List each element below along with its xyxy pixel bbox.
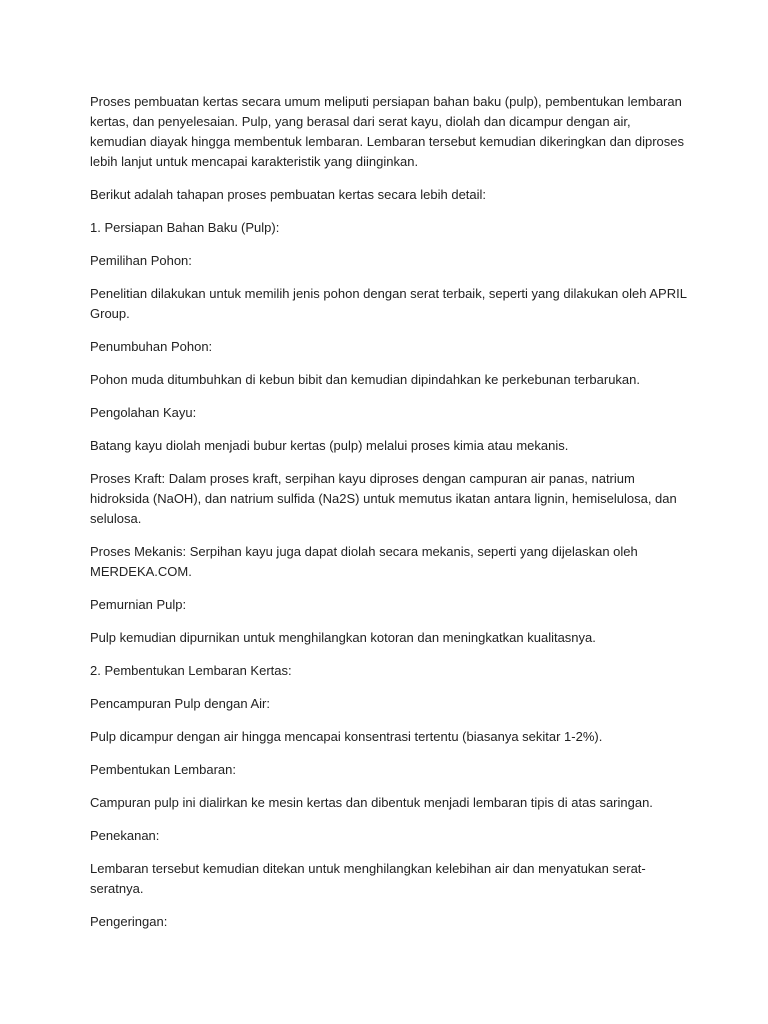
subheading-pulp-mixing: Pencampuran Pulp dengan Air: (90, 696, 270, 711)
subheading-drying: Pengeringan: (90, 914, 168, 929)
paragraph-wood-processing: Batang kayu diolah menjadi bubur kertas (pulp) melalui proses kimia atau mekanis. (90, 438, 569, 453)
section-heading-sheet-forming: 2. Pembentukan Lembaran Kertas: (90, 663, 292, 678)
section-heading-pulp: 1. Persiapan Bahan Baku (Pulp): (90, 220, 280, 235)
intro-paragraph: Proses pembuatan kertas secara umum meliputi persiapan bahan baku (pulp), pembentukan lembaran kertas, dan penyelesaian. Pulp, yang berasal dari serat kayu, diolah dan dicampur dengan air, kemudian diayak hingga membentuk lembaran. Lembaran tersebut kemudian dikeringkan dan diproses lebih lanjut untuk mencapai karakteristik yang diinginkan. (90, 94, 685, 169)
paragraph-tree-selection: Penelitian dilakukan untuk memilih jenis pohon dengan serat terbaik, seperti yang dilakukan oleh APRIL Group. (90, 286, 687, 321)
subheading-sheet-forming: Pembentukan Lembaran: (90, 762, 236, 777)
subheading-tree-growing: Penumbuhan Pohon: (90, 339, 213, 354)
document-body (90, 92, 690, 945)
subheading-tree-selection: Pemilihan Pohon: (90, 253, 192, 268)
paragraph-mechanical-process: Proses Mekanis: Serpihan kayu juga dapat diolah secara mekanis, seperti yang dijelaskan oleh MERDEKA.COM. (90, 544, 638, 579)
paragraph-pulp-refining: Pulp kemudian dipurnikan untuk menghilangkan kotoran dan meningkatkan kualitasnya. (90, 630, 596, 645)
subheading-pulp-refining: Pemurnian Pulp: (90, 597, 187, 612)
paragraph-sheet-forming: Campuran pulp ini dialirkan ke mesin kertas dan dibentuk menjadi lembaran tipis di atas saringan. (90, 795, 653, 810)
paragraph-kraft-process: Proses Kraft: Dalam proses kraft, serpihan kayu diproses dengan campuran air panas, natrium hidroksida (NaOH), dan natrium sulfida (Na2S) untuk memutus ikatan antara lignin, hemiselulosa, dan selulosa. (90, 471, 677, 526)
paragraph-pressing: Lembaran tersebut kemudian ditekan untuk menghilangkan kelebihan air dan menyatukan serat-seratnya. (90, 861, 646, 896)
paragraph-tree-growing: Pohon muda ditumbuhkan di kebun bibit dan kemudian dipindahkan ke perkebunan terbarukan. (90, 372, 640, 387)
subheading-pressing: Penekanan: (90, 828, 160, 843)
subheading-wood-processing: Pengolahan Kayu: (90, 405, 197, 420)
overview-sentence: Berikut adalah tahapan proses pembuatan kertas secara lebih detail: (90, 187, 487, 202)
paragraph-pulp-mixing: Pulp dicampur dengan air hingga mencapai konsentrasi tertentu (biasanya sekitar 1-2%). (90, 729, 603, 744)
